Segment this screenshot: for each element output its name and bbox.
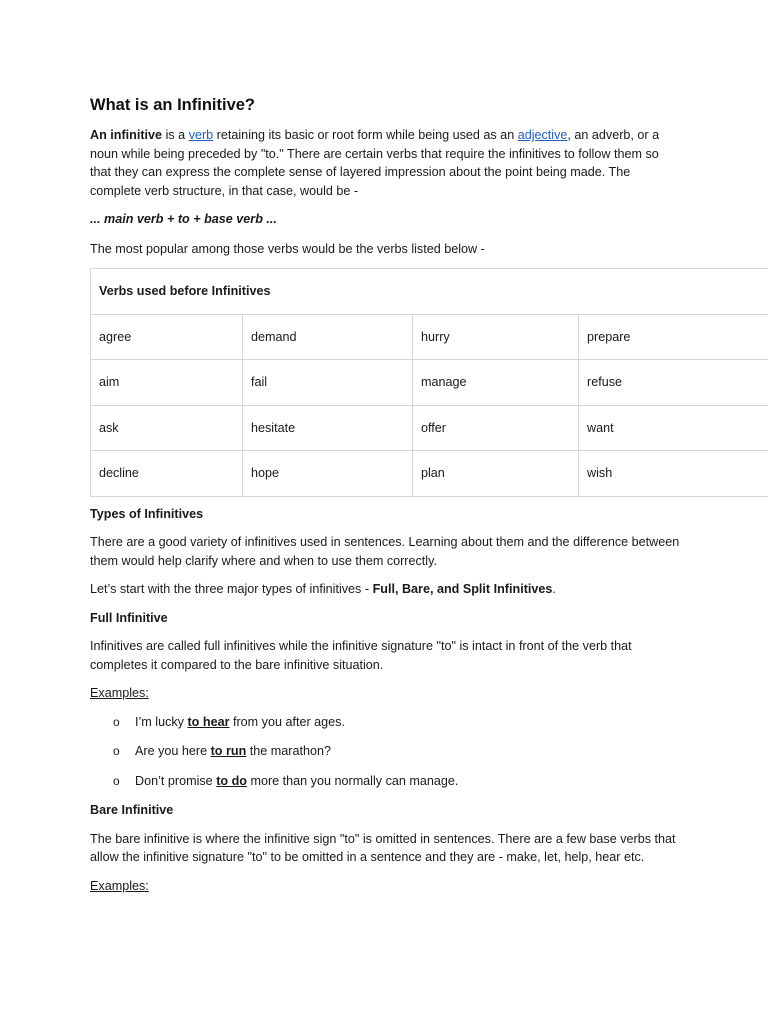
table-cell: ask <box>91 405 243 451</box>
page-title: What is an Infinitive? <box>90 96 256 114</box>
table-header: Verbs used before Infinitives <box>91 269 768 315</box>
list-item <box>90 772 690 791</box>
full-examples-list <box>90 713 690 791</box>
list-item <box>90 713 690 732</box>
bare-infinitive-paragraph: The bare infinitive is where the infinitive sign "to" is omitted in sentences. There are a few base verbs that allow the infinitive signature "to" to be omitted in a sentence and they are - make, let, help, hear etc. <box>90 831 676 864</box>
table-cell: hope <box>243 451 413 497</box>
table-row <box>91 360 768 406</box>
intro-text-2: retaining its basic or root form while being used as an <box>213 128 518 142</box>
table-cell: demand <box>243 314 413 360</box>
bullet-marker: o <box>113 773 120 788</box>
bullet-marker: o <box>113 714 120 729</box>
verbs-table-wrapper <box>90 268 768 497</box>
example-text: the marathon? <box>246 744 332 758</box>
table-row <box>91 405 768 451</box>
types-intro-paragraph <box>90 580 690 599</box>
table-cell: fail <box>243 360 413 406</box>
table-cell: aim <box>91 360 243 406</box>
full-infinitive-paragraph: Infinitives are called full infinitives while the infinitive signature "to" is intact in front of the verb that completes it compared to the bare infinitive situation. <box>90 639 632 672</box>
table-cell: hurry <box>413 314 579 360</box>
bullet-marker: o <box>113 744 120 758</box>
table-row <box>91 314 768 360</box>
table-cell: offer <box>413 405 579 451</box>
table-cell: plan <box>413 451 579 497</box>
adjective-link[interactable]: adjective <box>517 128 568 142</box>
example-text: Don’t promise <box>135 773 217 788</box>
table-cell: refuse <box>579 360 768 406</box>
full-examples-label: Examples: <box>90 686 149 700</box>
document-content <box>90 94 690 905</box>
types-intro-end: . <box>552 582 556 596</box>
verb-link[interactable]: verb <box>188 128 214 142</box>
example-text: I’m lucky <box>135 714 188 729</box>
table-header-row <box>91 269 768 315</box>
example-infinitive: to hear <box>187 714 230 729</box>
table-cell: prepare <box>579 314 768 360</box>
example-text: Are you here <box>135 744 211 758</box>
full-infinitive-heading: Full Infinitive <box>90 610 168 625</box>
example-infinitive: to do <box>216 773 247 788</box>
table-cell: wish <box>579 451 768 497</box>
example-text: more than you normally can manage. <box>246 773 459 788</box>
types-paragraph: There are a good variety of infinitives used in sentences. Learning about them and the difference between them would help clarify where and when to use them correctly. <box>90 535 680 568</box>
example-text: from you after ages. <box>229 714 345 729</box>
table-cell: want <box>579 405 768 451</box>
types-intro-text: Let’s start with the three major types of infinitives - <box>90 582 373 596</box>
table-cell: manage <box>413 360 579 406</box>
list-intro: The most popular among those verbs would be the verbs listed below - <box>90 241 485 256</box>
table-cell: hesitate <box>243 405 413 451</box>
table-cell: agree <box>91 314 243 360</box>
table-cell: decline <box>91 451 243 497</box>
intro-term: An infinitive <box>90 128 163 142</box>
verb-structure-formula: ... main verb + to + base verb ... <box>90 212 277 226</box>
intro-text-1: is a <box>162 128 189 142</box>
types-heading: Types of Infinitives <box>90 506 204 521</box>
intro-paragraph <box>90 126 680 200</box>
table-row <box>91 451 768 497</box>
intro-text-3: , an adverb, or a noun while being preceded by "to." There are certain verbs that require the infinitives to follow them so that they can express the complete sense of layered impression about the point being made. The complete verb structure, in that case, would be - <box>90 128 660 198</box>
types-list-bold: Full, Bare, and Split Infinitives <box>372 582 553 596</box>
bare-examples-label: Examples: <box>90 878 149 893</box>
example-infinitive: to run <box>210 744 247 758</box>
bare-infinitive-heading: Bare Infinitive <box>90 803 174 817</box>
list-item <box>90 742 690 761</box>
verbs-table <box>90 268 768 497</box>
